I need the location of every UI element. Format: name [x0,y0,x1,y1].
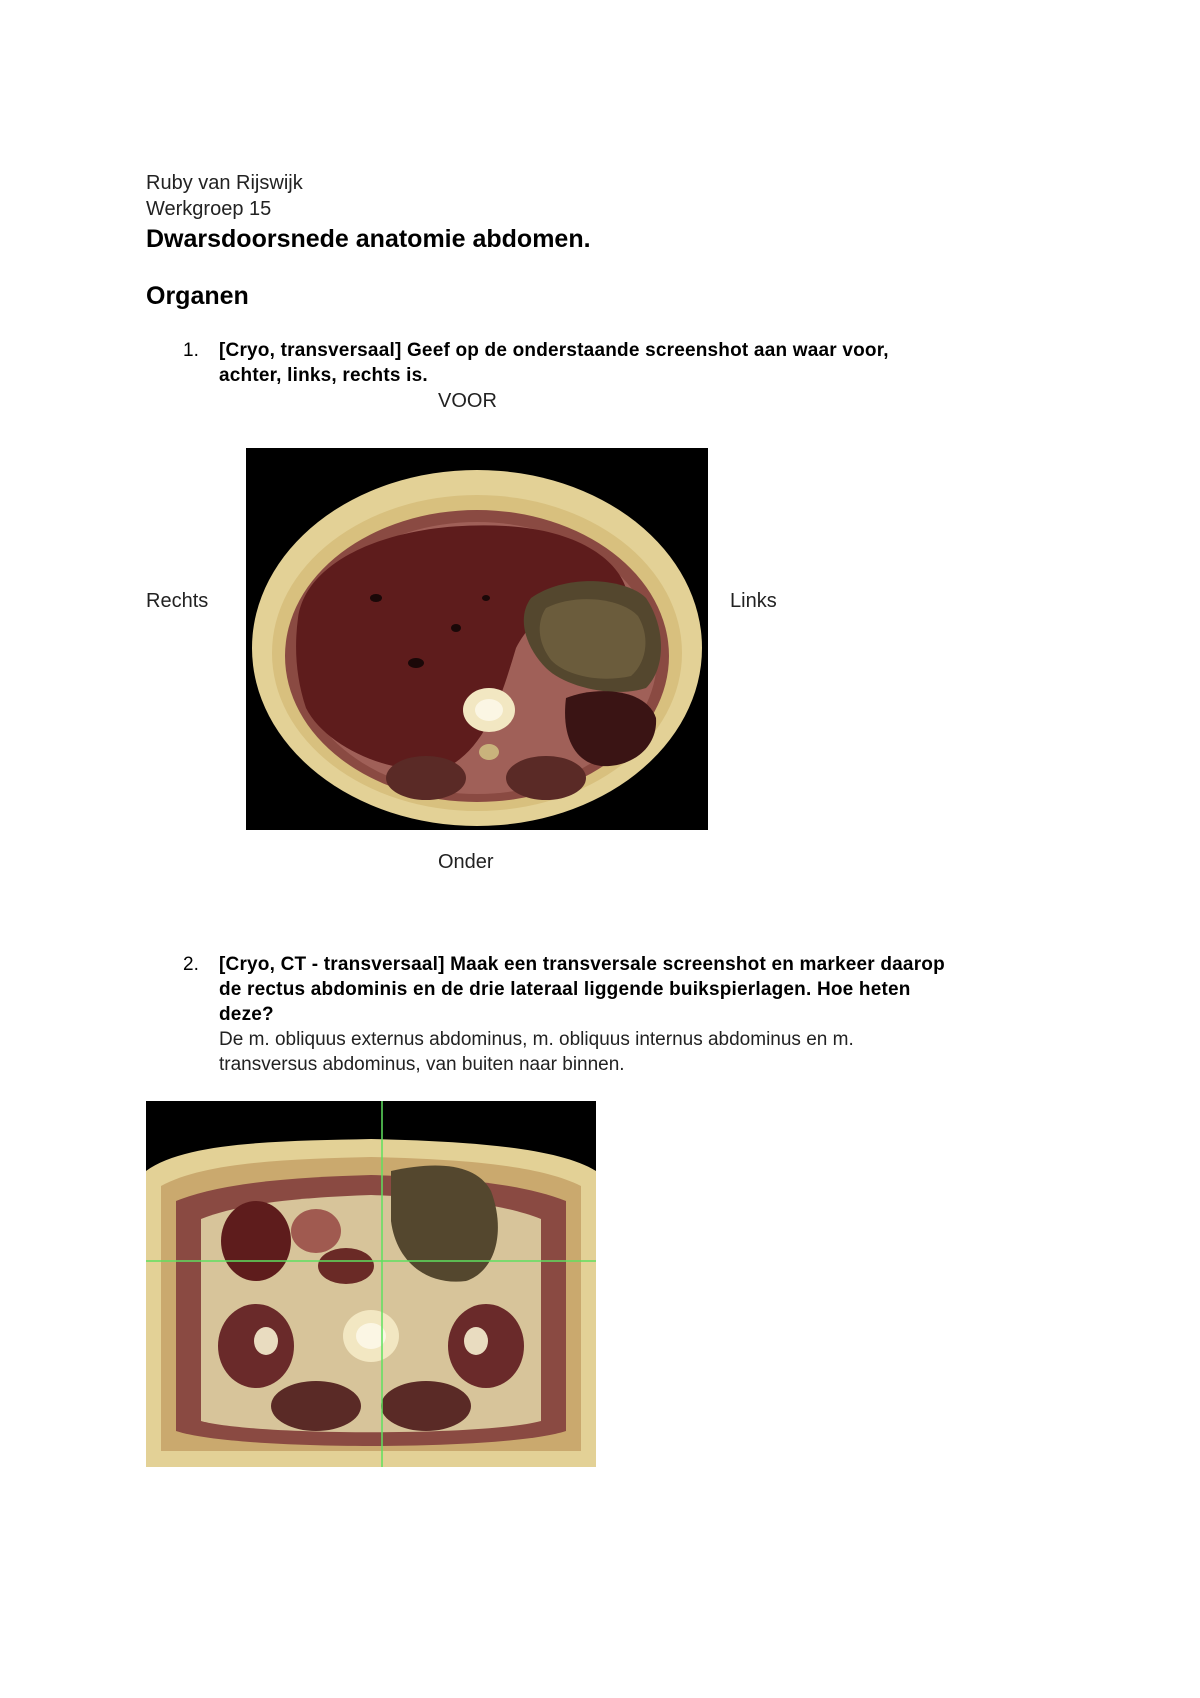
question-2-text-line1: [Cryo, CT - transversaal] Maak een transversale screenshot en markeer daarop [219,954,945,975]
question-2-answer-line2: transversus abdominus, van buiten naar binnen. [219,1054,625,1075]
question-2-text-line2: de rectus abdominis en de drie lateraal liggende buikspierlagen. Hoe heten [219,979,911,1000]
cryo-transversal-image-2 [146,1101,596,1467]
question-2-text-line3: deze? [219,1004,274,1025]
label-voor: VOOR [438,390,497,412]
document-title: Dwarsdoorsnede anatomie abdomen. [146,225,591,253]
question-1-text-line2: achter, links, rechts is. [219,365,428,386]
question-1-text-line1: [Cryo, transversaal] Geef op de onderstaande screenshot aan waar voor, [219,340,889,361]
group-name: Werkgroep 15 [146,198,272,220]
cryo-transversal-image-1 [246,448,708,830]
author-name: Ruby van Rijswijk [146,172,303,194]
question-1-number: 1. [183,340,199,361]
question-2-answer-line1: De m. obliquus externus abdominus, m. obliquus internus abdominus en m. [219,1029,854,1050]
section-heading: Organen [146,282,249,310]
label-onder: Onder [438,851,494,873]
label-rechts: Rechts [146,590,209,612]
question-2-number: 2. [183,954,199,975]
label-links: Links [730,590,777,612]
